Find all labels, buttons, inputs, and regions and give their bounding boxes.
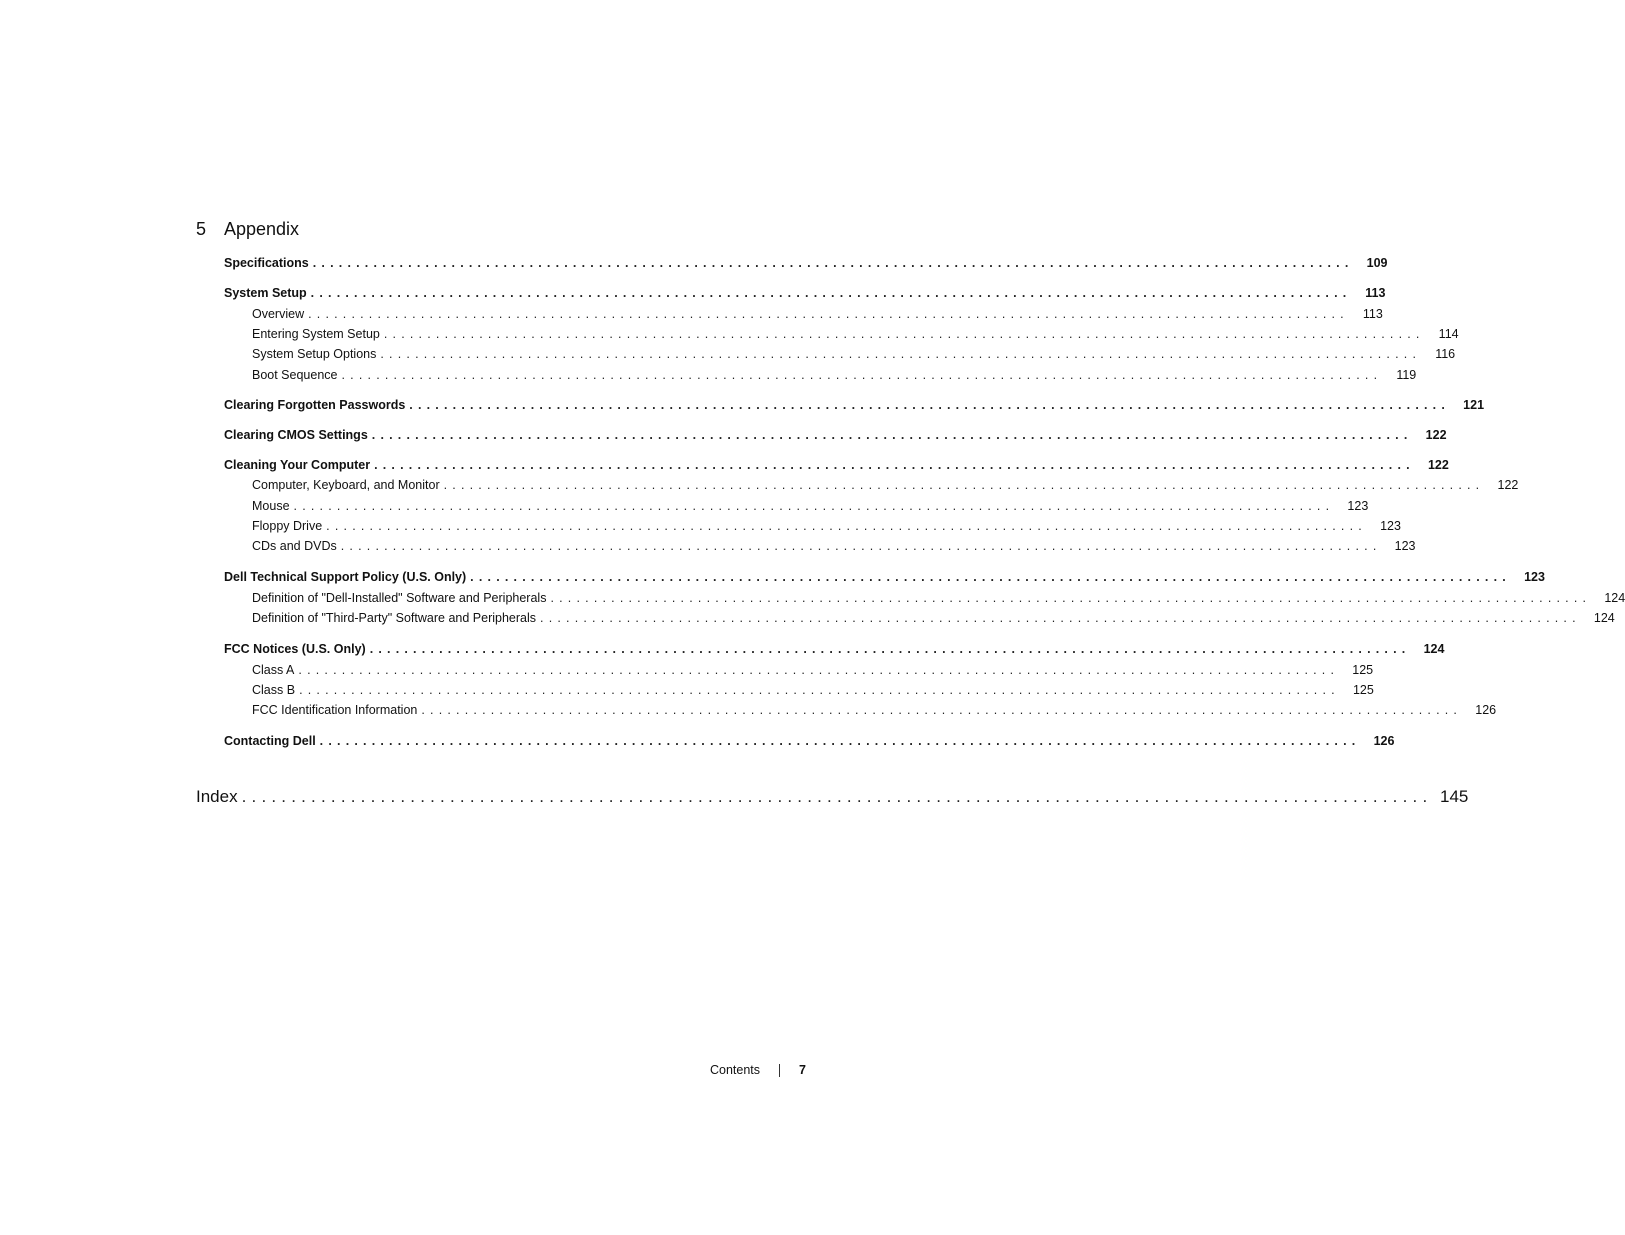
toc-entry-page: 116 xyxy=(1435,347,1456,361)
dot-leader: ........................................................................................................................ xyxy=(308,307,1349,321)
toc-entry-page: 123 xyxy=(1347,499,1369,513)
footer-divider xyxy=(779,1064,780,1077)
toc-entry-title: Definition of "Dell-Installed" Software and Peripherals xyxy=(252,591,547,605)
toc-entry-page: 125 xyxy=(1352,683,1374,697)
toc-entry-title: System Setup Options xyxy=(252,347,377,361)
toc-entry-boot-sequence[interactable] xyxy=(252,367,1417,383)
chapter-heading xyxy=(196,218,299,240)
dot-leader: ........................................................................................................................ xyxy=(443,478,1485,492)
dot-leader: ........................................................................................................................ xyxy=(371,428,1413,442)
toc-entry-definition-third-party[interactable] xyxy=(252,610,1615,626)
toc-entry-page: 113 xyxy=(1365,286,1386,300)
toc-entry-page: 126 xyxy=(1373,734,1395,748)
dot-leader: ........................................................................................................................ xyxy=(421,703,1463,717)
toc-entry-title: Contacting Dell xyxy=(224,734,316,748)
toc-entry-mouse[interactable] xyxy=(252,498,1369,514)
toc-entry-page: 114 xyxy=(1438,327,1459,341)
toc-entry-title: Entering System Setup xyxy=(252,327,380,341)
page-number: 7 xyxy=(799,1063,806,1077)
dot-leader: ........................................................................................................................ xyxy=(340,539,1382,553)
toc-entry-page: 125 xyxy=(1352,663,1374,677)
toc-entry-title: Specifications xyxy=(224,256,309,270)
dot-leader: ........................................................................................................................ xyxy=(374,458,1415,472)
toc-entry-title: FCC Notices (U.S. Only) xyxy=(224,642,366,656)
chapter-number: 5 xyxy=(196,219,207,239)
toc-entry-page: 124 xyxy=(1604,591,1625,605)
toc-entry-title: Cleaning Your Computer xyxy=(224,458,371,472)
toc-entry-title: Overview xyxy=(252,307,305,321)
toc-entry-class-a[interactable] xyxy=(252,662,1374,678)
toc-entry-title: Dell Technical Support Policy (U.S. Only) xyxy=(224,570,467,584)
dot-leader: ........................................................................................................................ xyxy=(341,368,1383,382)
toc-entry-cleaning-your-computer[interactable] xyxy=(224,457,1449,473)
toc-entry-title: Computer, Keyboard, and Monitor xyxy=(252,478,440,492)
toc-entry-title: FCC Identification Information xyxy=(252,703,418,717)
toc-entry-specifications[interactable] xyxy=(224,255,1388,271)
toc-entry-overview[interactable] xyxy=(252,306,1383,322)
toc-entry-page: 124 xyxy=(1593,611,1615,625)
dot-leader: ........................................................................................................................ xyxy=(380,347,1422,361)
dot-leader: ........................................................................................................................ xyxy=(293,499,1335,513)
toc-entry-title: Boot Sequence xyxy=(252,368,338,382)
dot-leader: ........................................................................................................................ xyxy=(319,734,1361,748)
dot-leader: ........................................................................................................................ xyxy=(241,787,1433,806)
toc-entry-floppy-drive[interactable] xyxy=(252,518,1401,534)
toc-entry-title: Index xyxy=(196,787,238,806)
toc-entry-page: 123 xyxy=(1394,539,1416,553)
toc-entry-title: Class B xyxy=(252,683,296,697)
toc-entry-page: 123 xyxy=(1524,570,1545,584)
dot-leader: ........................................................................................................................ xyxy=(312,256,1354,270)
toc-entry-clearing-forgotten-passwords[interactable] xyxy=(224,397,1485,413)
dot-leader: ........................................................................................................................ xyxy=(470,570,1511,584)
dot-leader: ........................................................................................................................ xyxy=(310,286,1352,300)
toc-entry-system-setup[interactable] xyxy=(224,285,1386,301)
toc-entry-title: CDs and DVDs xyxy=(252,539,337,553)
toc-entry-page: 122 xyxy=(1425,428,1447,442)
toc-entry-contacting-dell[interactable] xyxy=(224,733,1395,749)
toc-entry-dell-technical-support-policy[interactable] xyxy=(224,569,1545,585)
toc-entry-definition-dell-installed[interactable] xyxy=(252,590,1625,606)
toc-entry-entering-system-setup[interactable] xyxy=(252,326,1459,342)
toc-entry-index[interactable] xyxy=(196,787,1469,807)
dot-leader: ........................................................................................................................ xyxy=(326,519,1367,533)
toc-entry-page: 122 xyxy=(1427,458,1449,472)
toc-entry-cds-and-dvds[interactable] xyxy=(252,538,1416,554)
dot-leader: ........................................................................................................................ xyxy=(550,591,1592,605)
toc-entry-page: 126 xyxy=(1475,703,1497,717)
toc-entry-page: 109 xyxy=(1366,256,1388,270)
dot-leader: ........................................................................................................................ xyxy=(409,398,1451,412)
toc-entry-page: 113 xyxy=(1362,307,1383,321)
dot-leader: ........................................................................................................................ xyxy=(540,611,1581,625)
dot-leader: ........................................................................................................................ xyxy=(298,663,1340,677)
toc-entry-page: 123 xyxy=(1380,519,1401,533)
toc-entry-title: Definition of "Third-Party" Software and Peripherals xyxy=(252,611,537,625)
toc-entry-page: 121 xyxy=(1463,398,1485,412)
toc-entry-class-b[interactable] xyxy=(252,682,1374,698)
toc-entry-page: 122 xyxy=(1497,478,1519,492)
footer-section-label: Contents xyxy=(710,1063,761,1077)
toc-entry-computer-keyboard-monitor[interactable] xyxy=(252,477,1519,493)
toc-entry-title: Mouse xyxy=(252,499,290,513)
toc-entry-title: Class A xyxy=(252,663,295,677)
dot-leader: ........................................................................................................................ xyxy=(299,683,1340,697)
toc-entry-title: Clearing CMOS Settings xyxy=(224,428,368,442)
toc-entry-system-setup-options[interactable] xyxy=(252,346,1456,362)
toc-entry-title: Floppy Drive xyxy=(252,519,323,533)
toc-entry-clearing-cmos-settings[interactable] xyxy=(224,427,1447,443)
dot-leader: ........................................................................................................................ xyxy=(383,327,1425,341)
toc-entry-title: System Setup xyxy=(224,286,307,300)
toc-entry-page: 124 xyxy=(1423,642,1445,656)
dot-leader: ........................................................................................................................ xyxy=(369,642,1411,656)
toc-entry-fcc-identification[interactable] xyxy=(252,702,1497,718)
toc-entry-title: Clearing Forgotten Passwords xyxy=(224,398,406,412)
toc-entry-page: 119 xyxy=(1396,368,1417,382)
toc-entry-fcc-notices[interactable] xyxy=(224,641,1445,657)
chapter-title: Appendix xyxy=(224,219,300,239)
toc-entry-page: 145 xyxy=(1440,787,1469,806)
